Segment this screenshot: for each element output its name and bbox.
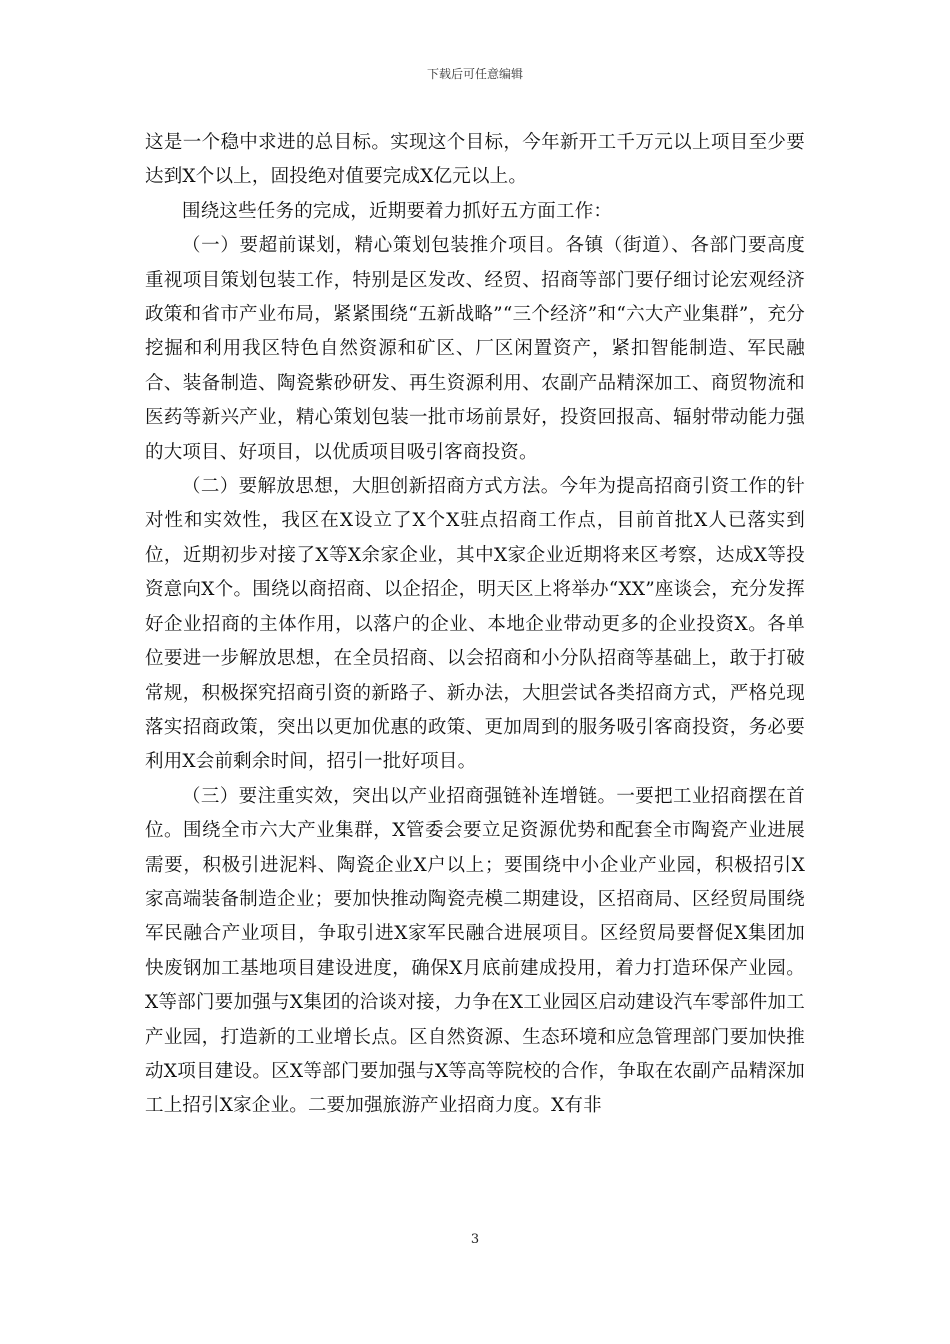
page-header: 下载后可任意编辑 — [426, 67, 523, 81]
paragraph-1: 这是一个稳中求进的总目标。实现这个目标，今年新开工千万元以上项目至少要达到X个以上，固投绝对值要完成X亿元以上。 — [145, 132, 805, 188]
paragraph-3: （一）要超前谋划，精心策划包装推介项目。各镇（街道）、各部门要高度重视项目策划包装工作，特别是区发改、经贸、招商等部门要仔细讨论宏观经济政策和省市产业布局，紧紧围绕“五新战略”“三个经济”和“六大产业集群”，充分挖掘和利用我区特色自然资源和矿区、厂区闲置资产，紧扣智能制造、军民融合、装备制造、陶瓷紫砂研发、再生资源利用、农副产品精深加工、商贸物流和医药等新兴产业，精心策划包装一批市场前景好，投资回报高、辐射带动能力强的大项目、好项目，以优质项目吸引客商投资。 — [145, 235, 805, 463]
page-number: 3 — [470, 1232, 480, 1247]
document-body — [145, 126, 805, 1124]
paragraph-4: （二）要解放思想，大胆创新招商方式方法。今年为提高招商引资工作的针对性和实效性，我区在X设立了X个X驻点招商工作点，目前首批X人已落实到位，近期初步对接了X等X余家企业，其中X家企业近期将来区考察，达成X等投资意向X个。围绕以商招商、以企招企，明天区上将举办“XX”座谈会，充分发挥好企业招商的主体作用，以落户的企业、本地企业带动更多的企业投资X。各单位要进一步解放思想，在全员招商、以会招商和小分队招商等基础上，敢于打破常规，积极探究招商引资的新路子、新办法，大胆尝试各类招商方式，严格兑现落实招商政策，突出以更加优惠的政策、更加周到的服务吸引客商投资，务必要利用X会前剩余时间，招引一批好项目。 — [145, 476, 805, 773]
paragraph-2: 围绕这些任务的完成，近期要着力抓好五方面工作： — [182, 200, 613, 222]
paragraph-5: （三）要注重实效，突出以产业招商强链补连增链。一要把工业招商摆在首位。围绕全市六大产业集群，X管委会要立足资源优势和配套全市陶瓷产业进展需要，积极引进泥料、陶瓷企业X户以上；要围绕中小企业产业园，积极招引X家高端装备制造企业；要加快推动陶瓷壳模二期建设，区招商局、区经贸局围绕军民融合产业项目，争取引进X家军民融合进展项目。区经贸局要督促X集团加快废钢加工基地项目建设进度，确保X月底前建成投用，着力打造环保产业园。X等部门要加强与X集团的洽谈对接，力争在X工业园区启动建设汽车零部件加工产业园，打造新的工业增长点。区自然资源、生态环境和应急管理部门要加快推动X项目建设。区X等部门要加强与X等高等院校的合作，争取在农副产品精深加工上招引X家企业。二要加强旅游产业招商力度。X有非 — [145, 785, 805, 1117]
